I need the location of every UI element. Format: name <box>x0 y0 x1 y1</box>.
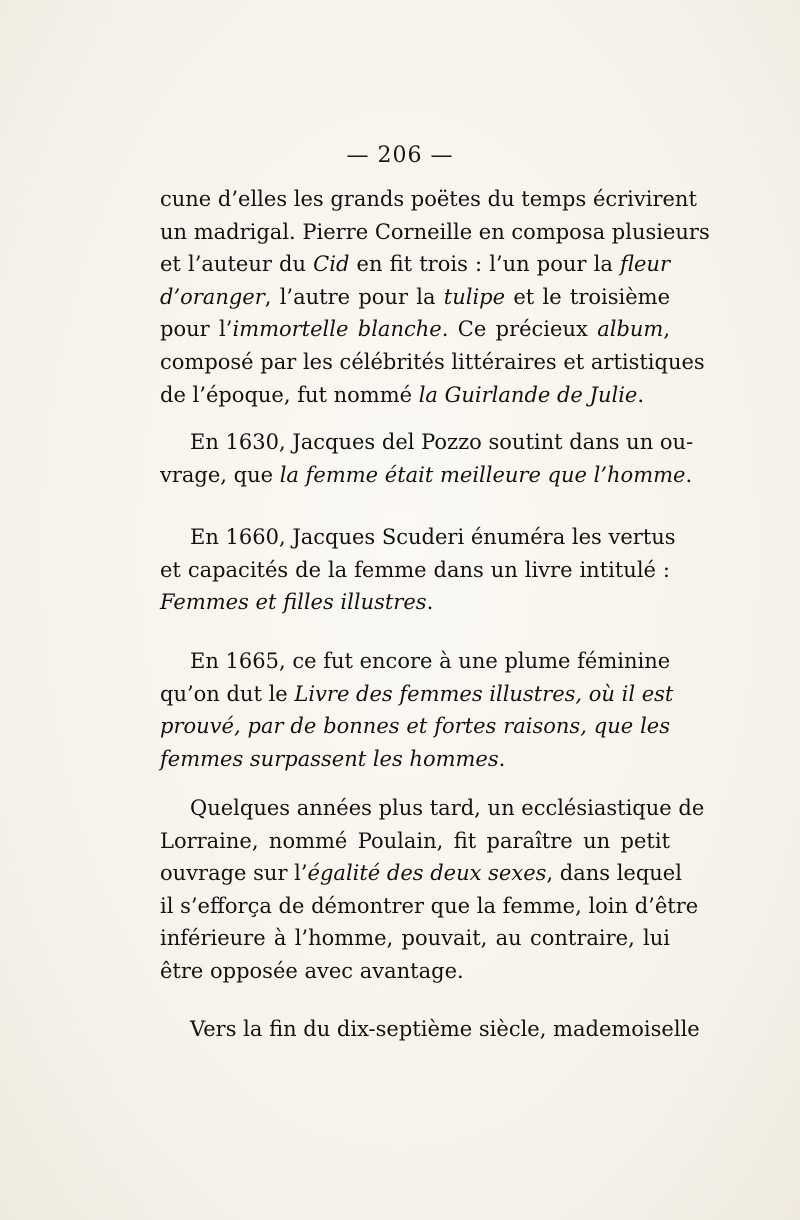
text-run: en fit trois : l’un pour la <box>349 252 620 277</box>
italic-text: la Guirlande de Julie <box>418 382 638 407</box>
text-run: qu’on dut le <box>160 681 295 706</box>
text-run: En 1630, Jacques del Pozzo soutint dans un ou- <box>190 430 694 454</box>
text-line <box>160 955 670 988</box>
text-run: cune d’elles les grands poëtes du temps écrivirent <box>160 187 697 211</box>
text-run: . <box>426 590 434 615</box>
italic-text: fleur <box>620 252 670 277</box>
italic-text: tulipe <box>443 284 506 309</box>
paragraph-4 <box>160 645 674 775</box>
italic-text: immortelle blanche <box>232 317 442 342</box>
text-line <box>160 890 699 923</box>
text-line <box>160 743 670 776</box>
italic-text: Femmes et filles illustres <box>160 590 427 615</box>
text-line <box>160 313 670 346</box>
text-line <box>160 554 670 587</box>
text-run: pour l’ <box>160 317 233 342</box>
paragraph-5 <box>160 792 705 988</box>
text-line <box>160 1013 700 1046</box>
text-line <box>160 281 670 314</box>
text-run: Lorraine, nommé Poulain, fit paraître un petit <box>160 828 670 853</box>
text-run: En 1660, Jacques Scuderi énuméra les vertus <box>190 525 676 549</box>
text-line <box>160 922 670 955</box>
italic-text: égalité des deux sexes <box>307 861 547 886</box>
italic-text: prouvé, par de bonnes et fortes raisons, que les <box>160 714 670 739</box>
text-line <box>160 183 697 216</box>
text-line <box>160 825 670 858</box>
text-run: , <box>663 317 671 342</box>
text-run: et l’auteur du <box>160 252 314 277</box>
text-run: et le troisième <box>505 284 670 309</box>
text-run: . <box>637 382 645 407</box>
text-run: Vers la fin du dix-septième siècle, mademoiselle <box>190 1017 700 1041</box>
text-line <box>160 426 694 459</box>
text-run: un madrigal. Pierre Corneille en composa plusieurs <box>160 219 710 244</box>
italic-text: d’oranger <box>160 284 265 309</box>
text-line <box>160 459 693 492</box>
text-run: vrage, que <box>160 462 280 487</box>
text-run: et capacités de la femme dans un livre intitulé : <box>160 557 670 582</box>
italic-text: Cid <box>313 252 350 277</box>
text-line <box>160 586 670 619</box>
text-line <box>160 346 705 379</box>
text-line <box>160 857 682 890</box>
text-run: . <box>685 462 693 487</box>
text-run: Quelques années plus tard, un ecclésiastique de <box>190 796 705 820</box>
italic-text: Livre des femmes illustres, où il est <box>294 681 674 706</box>
italic-text: album <box>597 317 664 342</box>
text-run: ouvrage sur l’ <box>160 861 308 886</box>
paragraph-2 <box>160 426 694 491</box>
italic-text: femmes surpassent les hommes <box>160 746 499 771</box>
paragraph-3 <box>160 521 676 619</box>
text-line <box>160 645 670 678</box>
text-run: il s’efforça de démontrer que la femme, loin d’être <box>160 893 699 918</box>
text-line <box>160 379 670 412</box>
text-run: . Ce précieux <box>441 317 598 342</box>
text-run: , dans lequel <box>546 861 682 886</box>
text-run: . <box>498 746 506 771</box>
paragraph-6 <box>160 1013 700 1046</box>
text-run: inférieure à l’homme, pouvait, au contraire, lui <box>160 926 670 951</box>
text-line <box>160 521 676 554</box>
text-run: de l’époque, fut nommé <box>160 382 419 407</box>
text-run: être opposée avec avantage. <box>160 958 464 983</box>
text-line <box>160 216 710 249</box>
paragraph-1 <box>160 183 710 411</box>
text-line <box>160 792 705 825</box>
text-line <box>160 710 670 743</box>
text-run: composé par les célébrités littéraires et artistiques <box>160 349 705 374</box>
text-run: , l’autre pour la <box>264 284 444 309</box>
text-run: En 1665, ce fut encore à une plume féminine <box>190 649 671 673</box>
italic-text: la femme était meilleure que l’homme <box>279 462 686 487</box>
text-line <box>160 248 670 281</box>
page-number: — 206 — <box>346 143 454 168</box>
text-line <box>160 678 674 711</box>
